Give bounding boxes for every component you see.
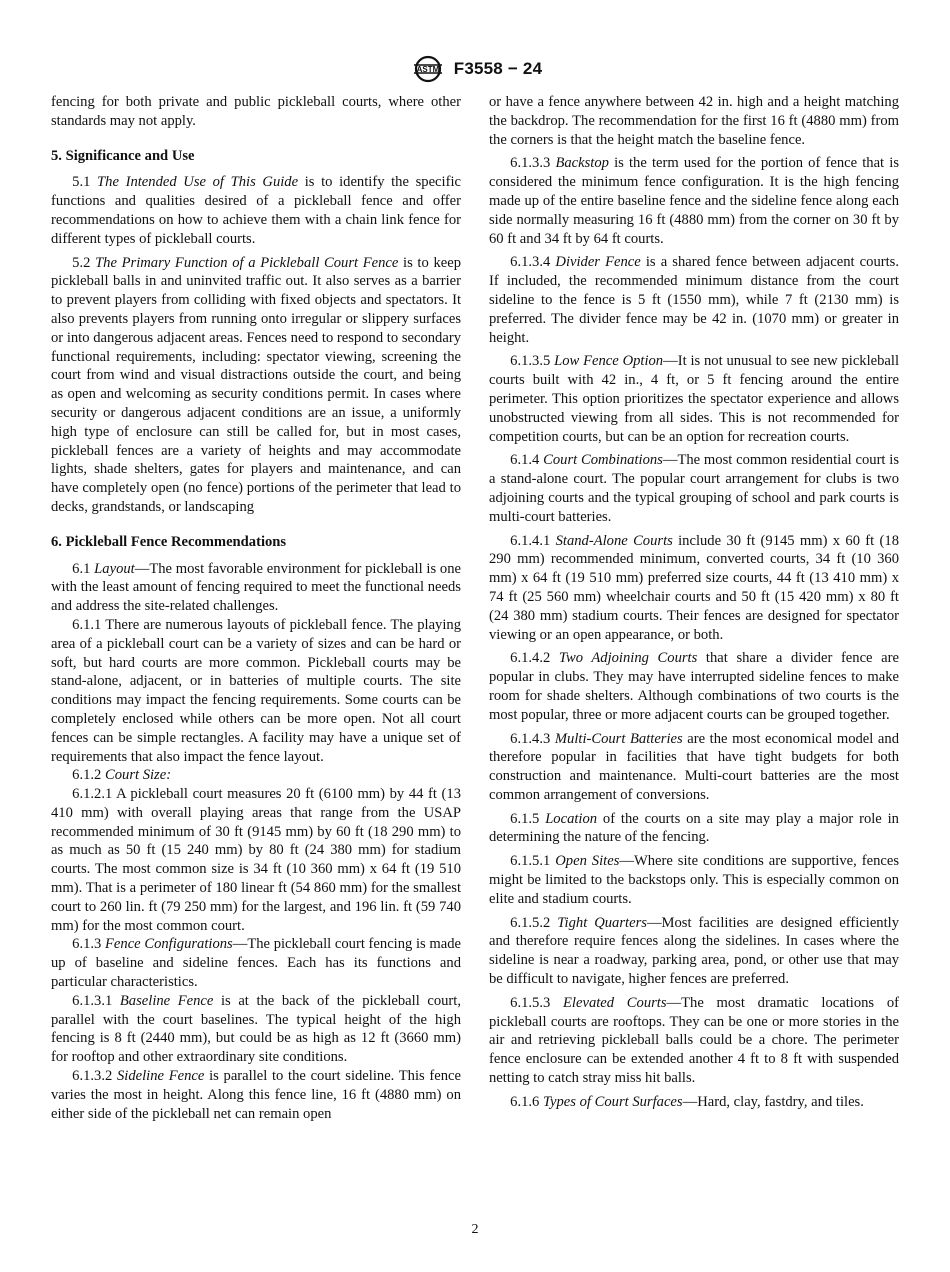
astm-logo-icon [408,54,448,84]
paragraph-5-2: 5.2 The Primary Function of a Pickleball Court Fence is to keep pickleball balls in and uninvited traffic out. It also serves as a barrier to prevent players from colliding with fixed objects and spectators. It also prevents players from running onto irregular or slippery surfaces or into dangerous adjacent areas. Fences need to respond to secondary functional requirements, including: spectator viewing, screening the court from wind and visual distractions outside the court, and being as open and welcoming as security conditions permit. In cases where security or dangerous adjacent conditions are an issue, a uniformly high type of enclosure can still be called for, but in most cases, pickleball fences are a variety of heights and may accommodate lights, shade shelters, gates for players and maintenance, and can have completely open (no fence) portions of the perimeter that lead to decks, grandstands, or landscaping [51,254,461,515]
page-header [0,54,950,89]
paragraph-6-1-2-1: 6.1.2.1 A pickleball court measures 20 ft (6100 mm) by 44 ft (13 410 mm) with overall playing areas that range from the USAP recommended minimum of 30 ft (9145 mm) by 60 ft (18 290 mm) to as much as 50 ft (15 240 mm) by 80 ft (24 380 mm) for stadium courts. The most common size is 34 ft (10 360 mm) x 64 ft (19 510 mm). That is a perimeter of 180 linear ft (54 860 mm) for the smallest court to 260 lin. ft (79 250 mm) for the largest, and 196 lin. ft (59 740 mm) for the most common court. [51,786,461,934]
paragraph-6-1-2: 6.1.2 Court Size: [72,767,172,784]
paragraph-6-1-3: 6.1.3 Fence Configurations—The pickleball court fencing is made up of baseline and sideline fences. Each has its functions and particular characteristics. [51,936,461,991]
paragraph-6-1-3-2: 6.1.3.2 Sideline Fence is parallel to the court sideline. This fence varies the most in height. Along this fence line, 16 ft (4880 mm) on either side of the pickleball net can remain open [51,1068,462,1122]
paragraph-6-1-5-2: 6.1.5.2 Tight Quarters—Most facilities are designed efficiently and therefore require fences along the sidelines. In cases where the sideline is near a roadway, parking area, pond, or other use that may be difficult to navigate, higher fences are preferred. [489,914,899,988]
paragraph-6-1-3-3: 6.1.3.3 Backstop is the term used for the portion of fence that is considered the minimum fence configuration. It is the high fencing made up of the entire baseline fence and the sideline fence along each side normally measuring 16 ft (4880 mm) from the corner on 30 ft by 60 ft and 34 ft by 64 ft courts. [489,155,899,247]
section-5-heading: 5. Significance and Use [51,147,195,164]
paragraph-6-1-3-1: 6.1.3.1 Baseline Fence is at the back of the pickleball court, parallel with the court baselines. The typical height of the high fencing is 8 ft (2440 mm), but could be as high as 12 ft (3660 mm) for rooftop and other extraordinary site conditions. [51,992,461,1066]
paragraph-6-1-4-1: 6.1.4.1 Stand-Alone Courts include 30 ft (9145 mm) x 60 ft (18 290 mm) recommended minimum, converted courts, 34 ft (10 360 mm) x 64 ft (19 510 mm) preferred size courts, 44 ft (13 410 mm) x 74 ft (25 560 mm) wheelchair courts and 50 ft (15 420 mm) x 80 ft (24 380 mm) stadium courts. Their fences are designed for spectator viewing or an open appearance, or both. [489,532,899,643]
paragraph-6-1: 6.1 Layout—The most favorable environment for pickleball is one with the least amount of fencing required to meet the functional needs and address the site-related challenges. [51,560,461,615]
paragraph-6-1-5-3: 6.1.5.3 Elevated Courts—The most dramatic locations of pickleball courts are rooftops. They can be one or more stories in the air and retrieving pickleball balls could be a chore. The perimeter fence enclosure can be extended another 4 ft to 8 ft with suspended netting to catch stray miss hit balls. [489,994,899,1087]
paragraph-6-1-3-4: 6.1.3.4 Divider Fence is a shared fence between adjacent courts. If included, the recommended minimum distance from the court sideline to the fence is 5 ft (1550 mm), while 7 ft (2130 mm) is preferred. The divider fence may be 42 in. (1070 mm) or greater in height. [489,254,899,346]
intro-paragraph: fencing for both private and public pickleball courts, where other standards may not apply. [51,94,461,129]
svg-text:ASTM: ASTM [416,65,440,74]
paragraph-6-1-4: 6.1.4 Court Combinations—The most common residential court is a stand-alone court. The popular court arrangement for clubs is two adjoining courts and the typical grouping of school and park courts is multi-court batteries. [489,452,900,525]
section-6-heading: 6. Pickleball Fence Recommendations [51,533,287,550]
paragraph-6-1-4-2: 6.1.4.2 Two Adjoining Courts that share a divider fence are popular in clubs. They may have interrupted sideline fences to make room for shade shelters. Although combinations of two courts is the most popular, three or more adjacent courts can be grouped together. [489,650,899,723]
paragraph-6-1-6: 6.1.6 Types of Court Surfaces—Hard, clay, fastdry, and tiles. [510,1093,864,1110]
document-designation: F3558 − 24 [453,59,543,78]
paragraph-6-1-3-5: 6.1.3.5 Low Fence Option—It is not unusual to see new pickleball courts built with 42 in., 4 ft, or 5 ft fencing around the entire perimeter. This option prioritizes the spectator experience and allows unobstructed viewing from all sides. This is not recommended for competition courts, but can be an option for recreation courts. [489,353,900,445]
paragraph-6-1-5: 6.1.5 Location of the courts on a site may play a major role in determining the nature of the fencing. [489,810,899,846]
page-number: 2 [471,1222,479,1237]
right-column [489,93,899,1112]
left-column [51,93,461,1123]
paragraph-5-1: 5.1 The Intended Use of This Guide is to identify the specific functions and qualities desired of a pickleball fence and offer recommendations on how to achieve them with a chain link fence for different types of pickleball courts. [51,174,461,247]
continued-paragraph: or have a fence anywhere between 42 in. high and a height matching the backdrop. The recommendation for the first 16 ft (4880 mm) from the corners is that the height match the baseline fence. [489,94,899,148]
paragraph-6-1-4-3: 6.1.4.3 Multi-Court Batteries are the most economical model and therefore popular in facilities that have tight budgets for both construction and maintenance. Multi-court batteries are the most common arrangement of conversions. [489,730,899,803]
paragraph-6-1-1: 6.1.1 There are numerous layouts of pickleball fence. The playing area of a pickleball court can be a variety of sizes and can be hard or soft, but hard courts are more common. Pickleball courts may be stand-alone, adjacent, or in batteries of multiple courts. The site conditions may impact the fencing requirements. Some courts can be completely enclosed while others can be more open. Not all court fences can be simple rectangles. A facility may have a unique set of requirements that also impact the fence layout. [51,616,461,765]
paragraph-6-1-5-1: 6.1.5.1 Open Sites—Where site conditions are supportive, fences might be limited to the backstops only. This is especially common on elite and stadium courts. [489,853,900,907]
